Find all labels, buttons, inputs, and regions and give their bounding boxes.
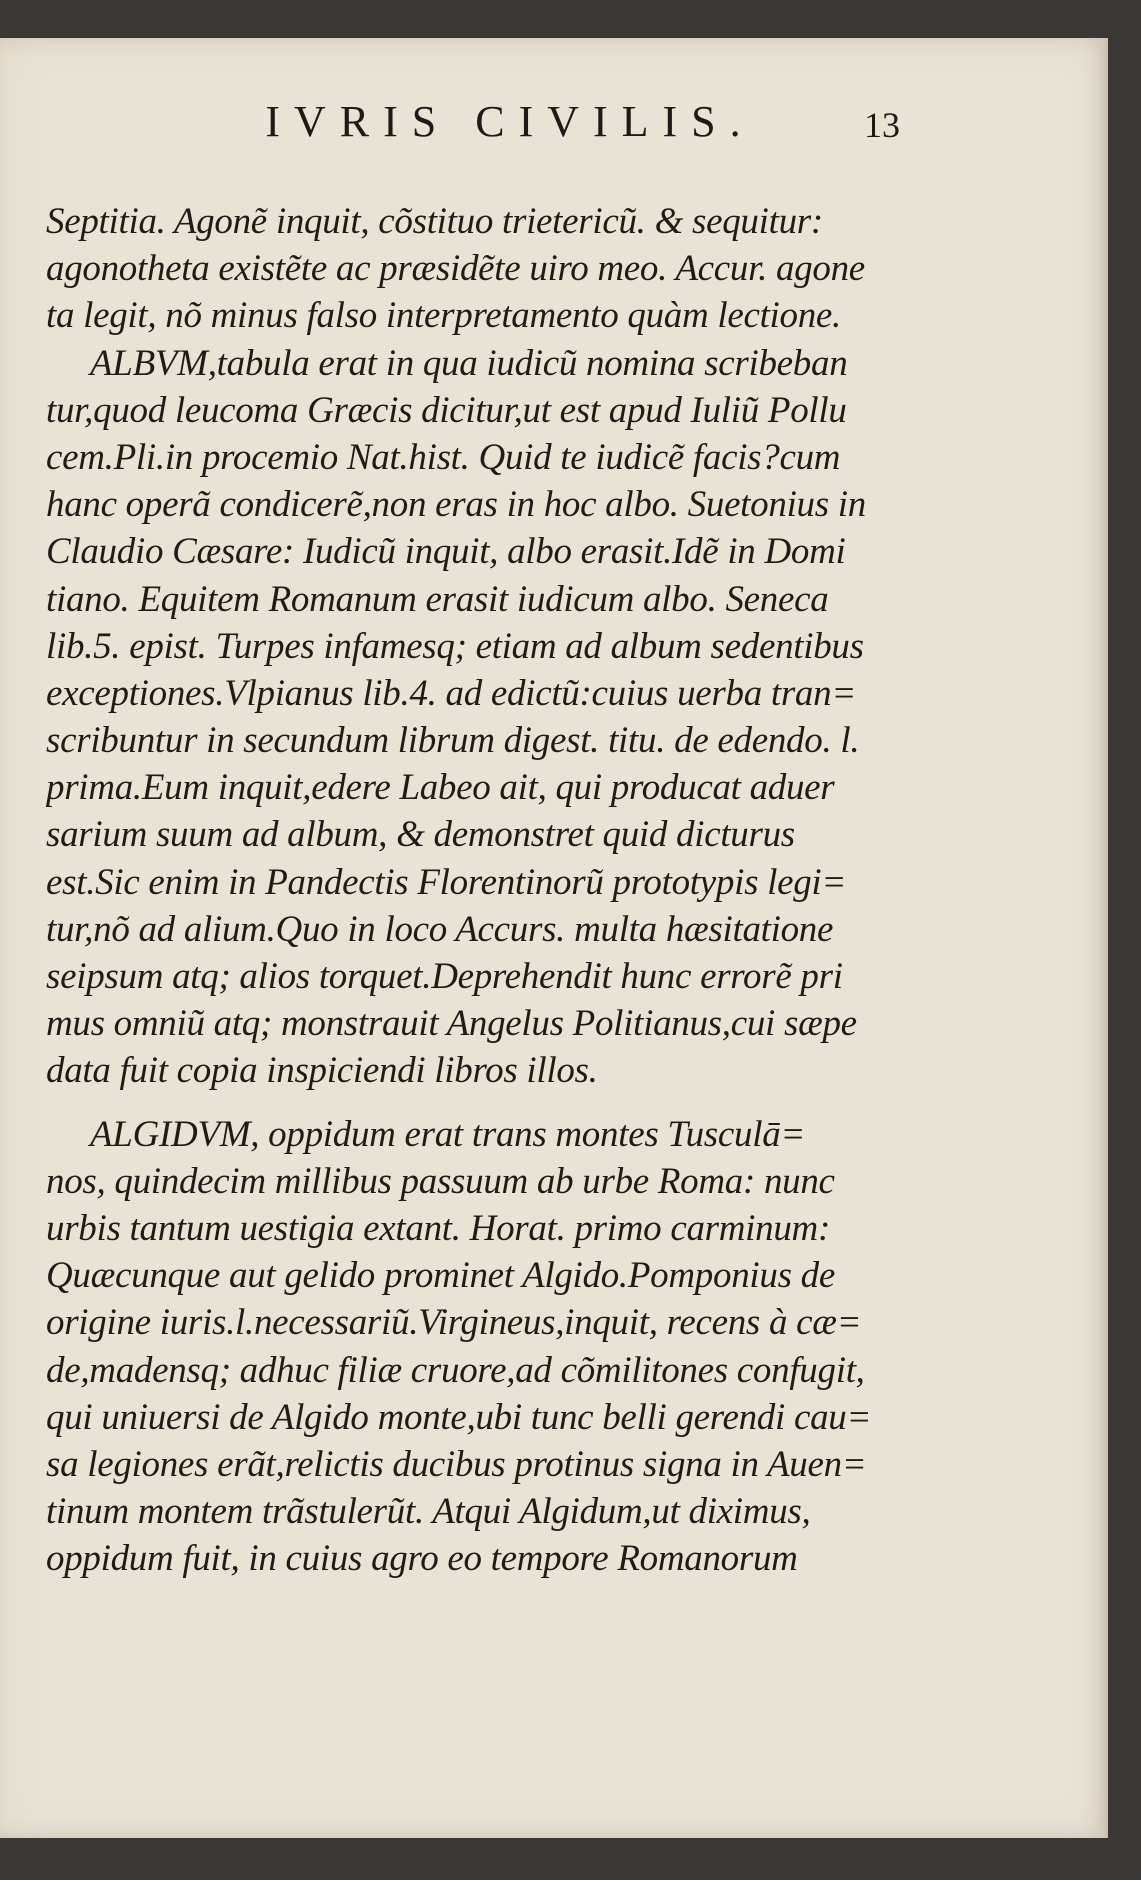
- text-line: exceptiones.Vlpianus lib.4. ad edictũ:cuius uerba tran=: [46, 672, 856, 714]
- text-line: origine iuris.l.necessariũ.Virgineus,inquit, recens à cæ=: [46, 1302, 862, 1344]
- text-line: sarium suum ad album, & demonstret quid dicturus: [46, 814, 795, 856]
- text-line: de,madensq; adhuc filiæ cruore,ad cõmilitones confugit,: [46, 1349, 865, 1391]
- page-edge: [1100, 38, 1108, 1838]
- text-line: agonotheta existẽte ac præsidẽte uiro meo. Accur. agone: [46, 248, 865, 290]
- text-line: tiano. Equitem Romanum erasit iudicum albo. Seneca: [46, 578, 829, 620]
- text-line: scribuntur in secundum librum digest. titu. de edendo. l.: [46, 720, 860, 762]
- text-line: cem.Pli.in procemio Nat.hist. Quid te iudicẽ facis?cum: [46, 436, 841, 478]
- text-line: urbis tantum uestigia extant. Horat. primo carminum:: [46, 1207, 830, 1249]
- text-line: data fuit copia inspiciendi libros illos.: [46, 1050, 598, 1092]
- running-head: IVRIS CIVILIS.: [265, 97, 755, 146]
- page-number: 13: [864, 105, 900, 145]
- text-line: ta legit, nõ minus falso interpretamento quàm lectione.: [46, 295, 842, 337]
- text-line: oppidum fuit, in cuius agro eo tempore Romanorum: [46, 1538, 798, 1580]
- text-line: mus omniũ atq; monstrauit Angelus Politianus,cui sæpe: [46, 1003, 857, 1045]
- page-header: [50, 96, 900, 156]
- text-line: lib.5. epist. Turpes infamesq; etiam ad album sedentibus: [46, 625, 864, 667]
- text-line: prima.Eum inquit,edere Labeo ait, qui producat aduer: [46, 767, 835, 809]
- text-line: sa legiones erãt,relictis ducibus protinus signa in Auen=: [46, 1443, 867, 1485]
- text-line: tinum montem trãstulerũt. Atqui Algidum,ut diximus,: [46, 1491, 811, 1533]
- text-line: qui uniuersi de Algido monte,ubi tunc belli gerendi cau=: [46, 1396, 872, 1438]
- text-line: hanc operã condicerẽ,non eras in hoc albo. Suetonius in: [46, 484, 866, 526]
- text-line: seipsum atq; alios torquet.Deprehendit hunc errorẽ pri: [46, 956, 843, 997]
- text-line: Septitia. Agonẽ inquit, cõstituo trietericũ. & sequitur:: [46, 201, 823, 242]
- text-line: Quæcunque aut gelido prominet Algido.Pomponius de: [46, 1255, 835, 1297]
- text-line: ALBVM,tabula erat in qua iudicũ nomina scribeban: [90, 342, 848, 384]
- text-line: est.Sic enim in Pandectis Florentinorũ prototypis legi=: [46, 861, 847, 903]
- paragraph-gap: [46, 1095, 898, 1111]
- text-line: Claudio Cæsare: Iudicũ inquit, albo erasit.Idẽ in Domi: [46, 531, 846, 573]
- text-line: tur,quod leucoma Græcis dicitur,ut est apud Iuliũ Pollu: [46, 389, 847, 431]
- text-line: tur,nõ ad alium.Quo in loco Accurs. multa hæsitatione: [46, 908, 834, 950]
- body-text: [46, 198, 898, 1582]
- text-line: nos, quindecim millibus passuum ab urbe Roma: nunc: [46, 1160, 835, 1202]
- text-line: ALGIDVM, oppidum erat trans montes Tusculā=: [90, 1113, 806, 1155]
